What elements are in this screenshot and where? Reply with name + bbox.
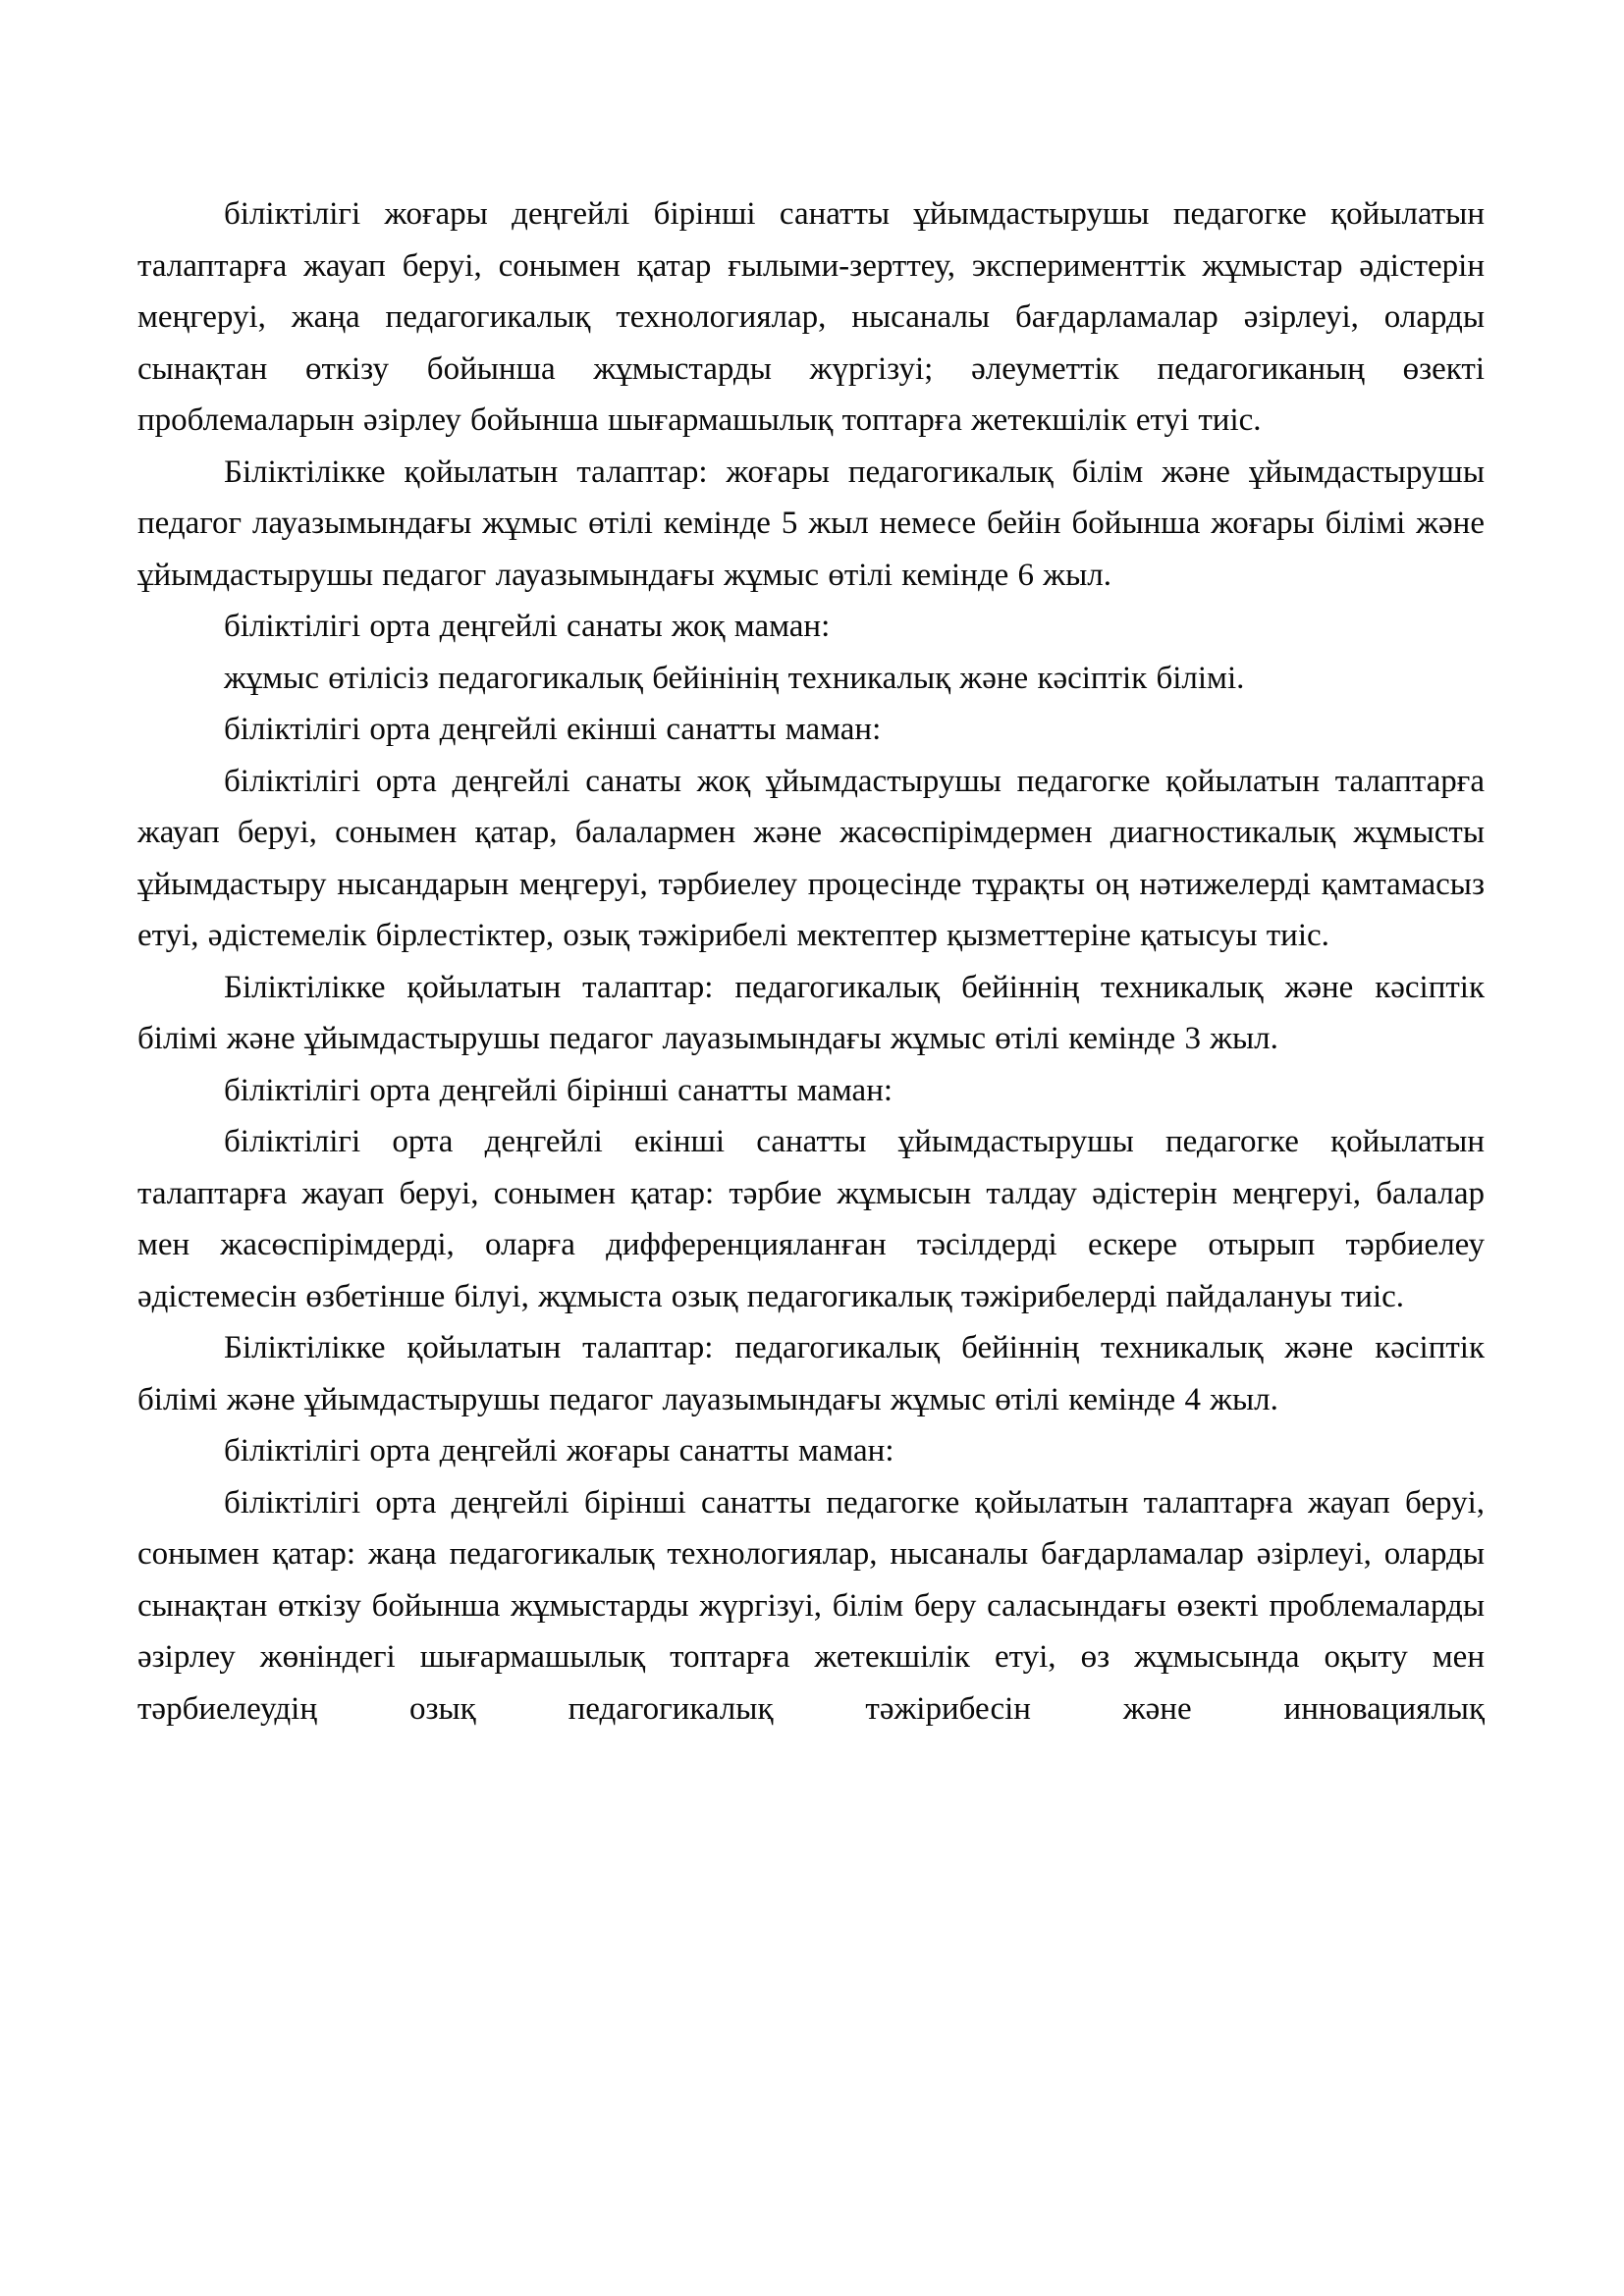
paragraph: біліктілігі орта деңгейлі санаты жоқ ұйымдастырушы педагогке қойылатын талаптарға жауап беруі, сонымен қатар, балалармен және жасөспірімдермен диагностикалық жұмысты ұйымдастыру нысандарын меңгеруі, тәрбиелеу процесінде тұрақты оң нәтижелерді қамтамасыз етуі, әдістемелік бірлестіктер, озық тәжірибелі мектептер қызметтеріне қатысуы тиіс. bbox=[137, 763, 1485, 953]
document-body bbox=[137, 188, 1485, 1735]
paragraph: біліктілігі орта деңгейлі бірінші санатты маман: bbox=[224, 1072, 893, 1108]
paragraph: біліктілігі жоғары деңгейлі бірінші санатты ұйымдастырушы педагогке қойылатын талаптарға жауап беруі, сонымен қатар ғылыми-зерттеу, эксперименттік жұмыстар әдістерін меңгеруі, жаңа педагогикалық технологиялар, нысаналы бағдарламалар әзірлеуі, оларды сынақтан өткізу бойынша жұмыстарды жүргізуі; әлеуметтік педагогиканың өзекті проблемаларын әзірлеу бойынша шығармашылық топтарға жетекшілік етуі тиіс. bbox=[137, 196, 1485, 438]
paragraph: Біліктілікке қойылатын талаптар: педагогикалық бейіннің техникалық және кәсіптік білімі және ұйымдастырушы педагог лауазымындағы жұмыс өтілі кемінде 3 жыл. bbox=[137, 969, 1485, 1056]
paragraph: біліктілігі орта деңгейлі жоғары санатты маман: bbox=[224, 1433, 894, 1468]
paragraph: жұмыс өтілісіз педагогикалық бейінінің техникалық және кәсіптік білімі. bbox=[224, 660, 1245, 696]
paragraph: біліктілігі орта деңгейлі бірінші санатты педагогке қойылатын талаптарға жауап беруі, сонымен қатар: жаңа педагогикалық технологиялар, нысаналы бағдарламалар әзірлеуі, оларды сынақтан өткізу бойынша жұмыстарды жүргізуі, білім беру саласындағы өзекті проблемаларды әзірлеу жөніндегі шығармашылық топтарға жетекшілік етуі, өз жұмысында оқыту мен тәрбиелеудің озық педагогикалық тәжірибесін және инновациялық bbox=[137, 1484, 1485, 1727]
paragraph: Біліктілікке қойылатын талаптар: жоғары педагогикалық білім және ұйымдастырушы педагог лауазымындағы жұмыс өтілі кемінде 5 жыл немесе бейін бойынша жоғары білімі және ұйымдастырушы педагог лауазымындағы жұмыс өтілі кемінде 6 жыл. bbox=[137, 454, 1485, 593]
paragraph: біліктілігі орта деңгейлі екінші санатты ұйымдастырушы педагогке қойылатын талаптарға жауап беруі, сонымен қатар: тәрбие жұмысын талдау әдістерін меңгеруі, балалар мен жасөспірімдерді, оларға дифференцияланған тәсілдерді ескере отырып тәрбиелеу әдістемесін өзбетінше білуі, жұмыста озық педагогикалық тәжірибелерді пайдалануы тиіс. bbox=[137, 1124, 1485, 1314]
paragraph: біліктілігі орта деңгейлі санаты жоқ маман: bbox=[224, 609, 831, 644]
paragraph: біліктілігі орта деңгейлі екінші санатты маман: bbox=[224, 712, 882, 747]
paragraph: Біліктілікке қойылатын талаптар: педагогикалық бейіннің техникалық және кәсіптік білімі және ұйымдастырушы педагог лауазымындағы жұмыс өтілі кемінде 4 жыл. bbox=[137, 1330, 1485, 1417]
